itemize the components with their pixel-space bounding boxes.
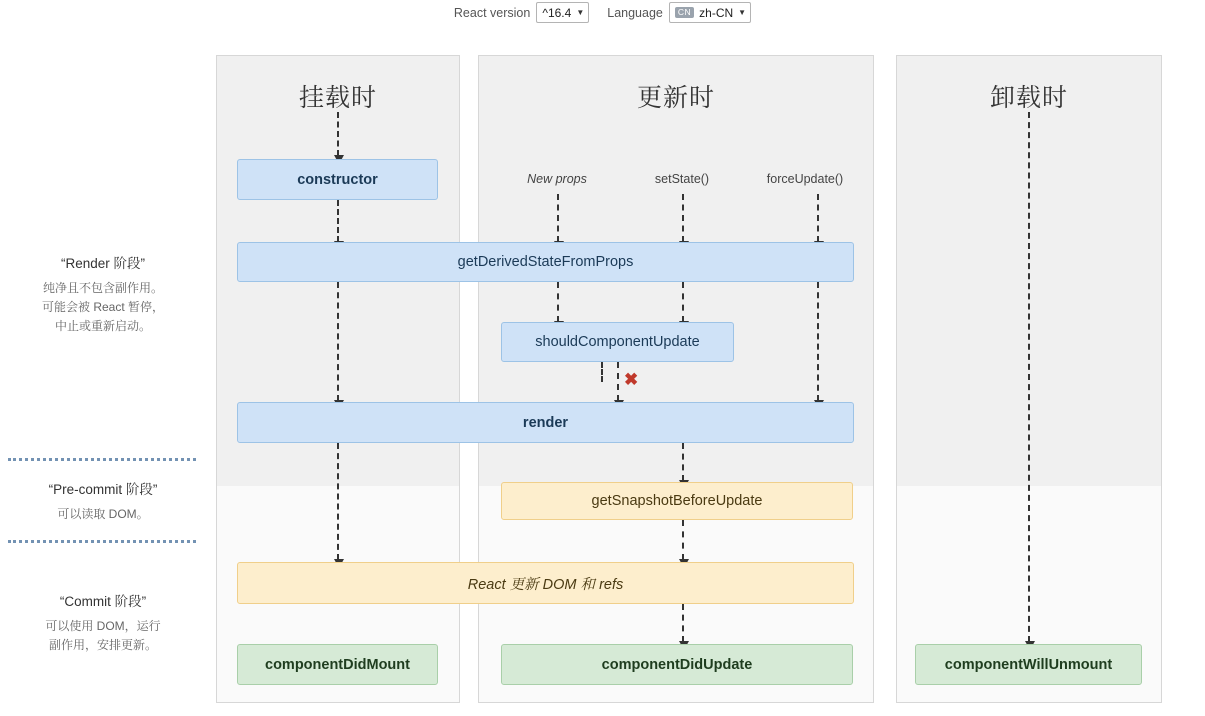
arrow-new-props-to-gdsfp <box>557 194 559 242</box>
language-value: zh-CN <box>699 5 734 20</box>
arrow-domupdate-to-didupdate <box>682 604 684 642</box>
arrow-scu-cancel <box>601 362 617 382</box>
legend-render-line1: 纯净且不包含副作用。 <box>42 281 163 295</box>
node-constructor: constructor <box>237 159 438 200</box>
node-getSnapshotBeforeUpdate: getSnapshotBeforeUpdate <box>501 482 853 520</box>
node-render: render <box>237 402 854 443</box>
node-react-update-dom: React 更新 DOM 和 refs <box>237 562 854 604</box>
trigger-new-props: New props <box>527 172 587 186</box>
node-getDerivedStateFromProps: getDerivedStateFromProps <box>237 242 854 282</box>
legend-commit-line2: 副作用，安排更新。 <box>48 638 157 652</box>
column-unmounting-title: 卸载时 <box>989 84 1068 112</box>
arrow-unmount-flow <box>1028 112 1030 642</box>
node-shouldComponentUpdate: shouldComponentUpdate <box>501 322 734 362</box>
language-select[interactable] <box>669 2 751 23</box>
chevron-down-icon: ▼ <box>576 8 585 17</box>
trigger-set-state: setState() <box>654 172 710 186</box>
chevron-down-icon: ▼ <box>738 8 747 17</box>
legend-render-line3: 中止或重新启动。 <box>54 319 151 333</box>
legend-render-phase <box>0 252 206 336</box>
language-control <box>607 2 751 23</box>
legend-commit-phase <box>0 590 206 655</box>
arrow-gdsfp-to-scu-left <box>557 282 559 322</box>
arrow-title-to-constructor <box>337 112 339 156</box>
node-componentDidUpdate: componentDidUpdate <box>501 644 853 685</box>
arrow-gdsfp-to-scu-right <box>682 282 684 322</box>
language-label: Language <box>607 5 663 20</box>
legend-precommit-phase <box>0 478 206 524</box>
arrow-force-update-to-render <box>817 194 819 242</box>
column-updating <box>478 55 874 703</box>
column-mounting-title: 挂载时 <box>298 84 377 112</box>
phase-divider-1 <box>8 458 196 461</box>
arrow-forceupdate-to-render <box>817 282 819 401</box>
cancel-icon: ✖ <box>624 370 639 389</box>
node-componentDidMount: componentDidMount <box>237 644 438 685</box>
arrow-gdsfp-to-render-mount <box>337 282 339 401</box>
legend-render-title: “Render 阶段” <box>60 256 146 271</box>
flag-icon: CN <box>675 7 694 18</box>
arrow-scu-to-render <box>617 362 619 401</box>
arrow-snapshot-to-domupdate <box>682 520 684 560</box>
arrow-render-to-snapshot <box>682 443 684 481</box>
legend-precommit-line1: 可以读取 DOM。 <box>57 507 149 521</box>
arrow-render-to-commit-mount <box>337 443 339 560</box>
phase-divider-2 <box>8 540 196 543</box>
react-version-select[interactable] <box>536 2 589 23</box>
arrow-constructor-to-gdsfp <box>337 200 339 242</box>
legend-precommit-title: “Pre-commit 阶段” <box>48 482 158 497</box>
legend-render-line2: 可能会被 React 暂停， <box>41 300 165 314</box>
legend-commit-title: “Commit 阶段” <box>59 594 147 609</box>
react-version-label: React version <box>453 5 531 20</box>
legend-commit-line1: 可以使用 DOM，运行 <box>45 619 161 633</box>
trigger-force-update: forceUpdate() <box>766 172 844 186</box>
arrow-set-state-to-gdsfp <box>682 194 684 242</box>
react-version-value: ^16.4 <box>542 5 572 20</box>
diagram-controls <box>0 2 1205 23</box>
column-updating-title: 更新时 <box>636 84 715 112</box>
react-version-control <box>454 2 589 23</box>
node-componentWillUnmount: componentWillUnmount <box>915 644 1142 685</box>
